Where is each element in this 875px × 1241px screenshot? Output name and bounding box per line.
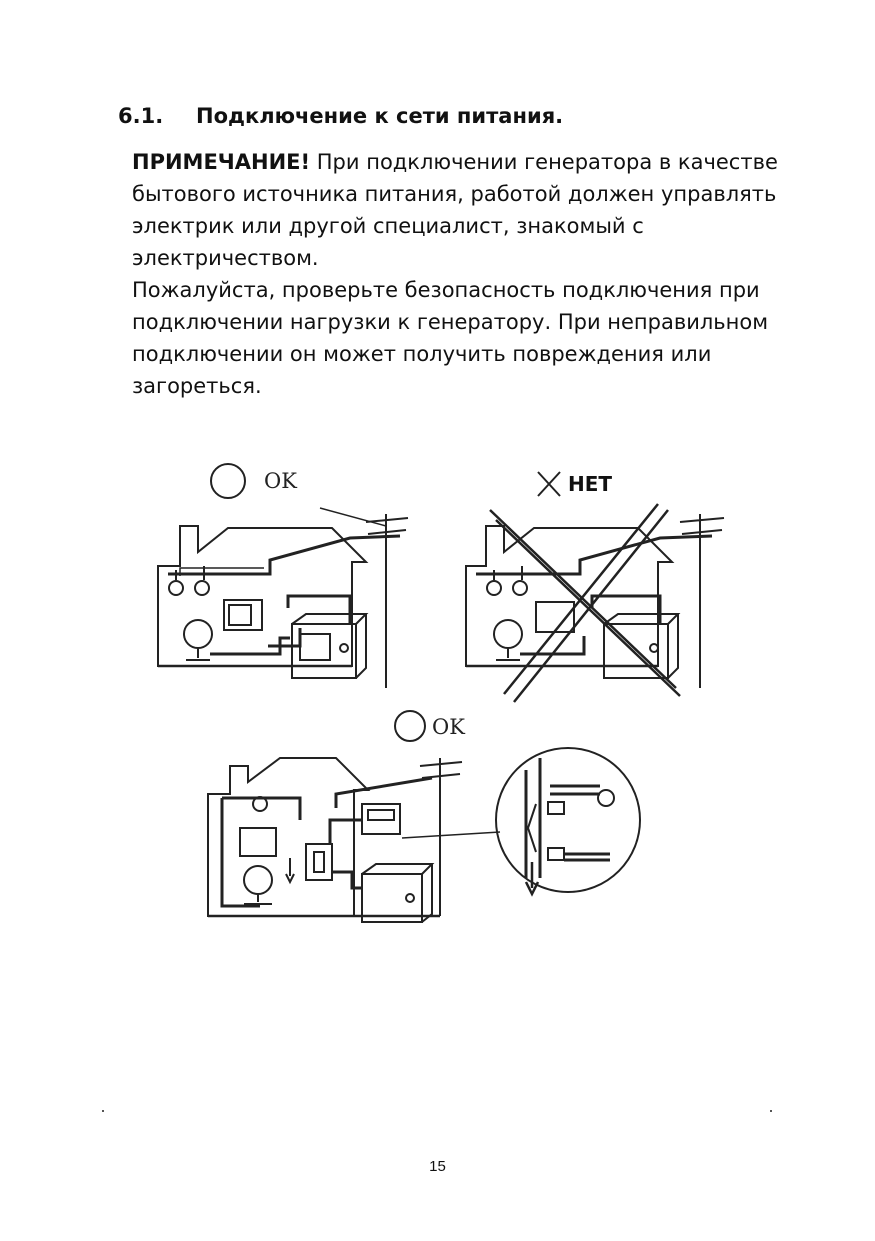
note-paragraph: [132, 146, 822, 274]
cross-mark-icon: [538, 472, 560, 496]
diagram-incorrect-right: [466, 472, 724, 702]
diagram-left-label: OK: [264, 469, 297, 493]
diagram-bottom-label: OK: [432, 715, 465, 739]
page-number: 15: [429, 1158, 446, 1175]
diagram-right-label: НЕТ: [568, 472, 613, 496]
section-number: 6.1.: [118, 104, 164, 128]
ok-circle-icon: [211, 464, 245, 498]
corner-dot-right: [770, 1110, 772, 1112]
diagram-correct-bottom: [208, 711, 640, 922]
section-title: Подключение к сети питания.: [196, 104, 564, 128]
note-label: ПРИМЕЧАНИЕ!: [132, 150, 311, 174]
corner-dot-left: [102, 1110, 104, 1112]
warning-paragraph: Пожалуйста, проверьте безопасность подключения при подключении нагрузки к генератору. При неправильном подключении он может получить повреждения или загореться.: [132, 278, 769, 398]
diagram-correct-left: [158, 464, 408, 688]
ok-circle-icon-bottom: [395, 711, 425, 741]
connection-diagrams-figure: [140, 448, 740, 958]
section-heading: [118, 104, 563, 128]
note-text: При подключении генератора в качестве бытового источника питания, работой должен управлять электрик или другой специалист, знакомый с электричеством.: [132, 150, 778, 270]
